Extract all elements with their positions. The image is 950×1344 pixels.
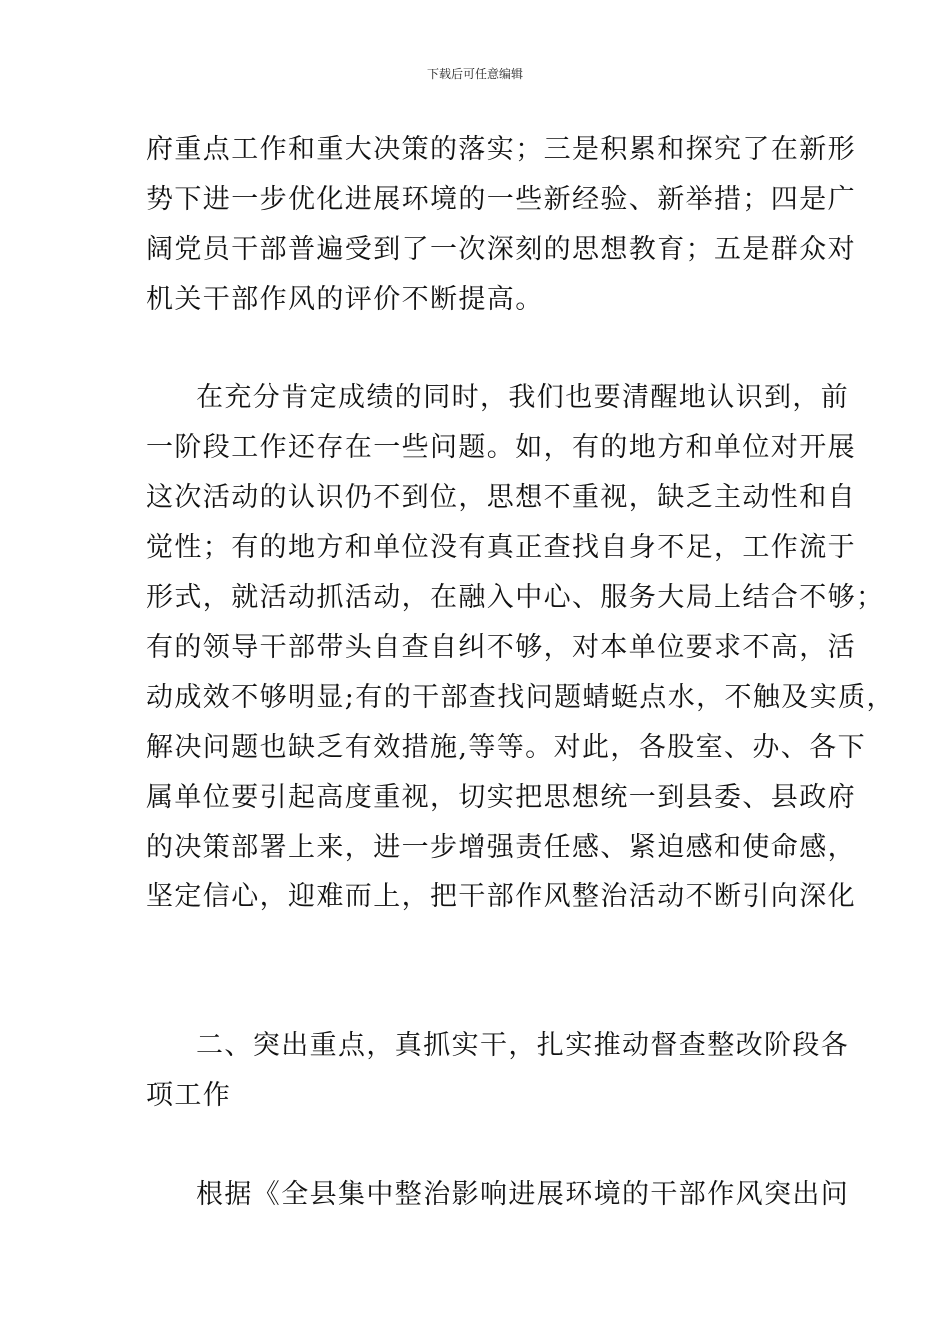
paragraph-2-line-4: 觉性；有的地方和单位没有真正查找自身不足，工作流于 (146, 532, 856, 563)
section-heading-line-1: 二、突出重点，真抓实干，扎实推动督查整改阶段各 (196, 1030, 850, 1061)
paragraph-2-line-6: 有的领导干部带头自查自纠不够，对本单位要求不高，活 (146, 632, 856, 663)
paragraph-2-line-7: 动成效不够明显;有的干部查找问题蜻蜓点水，不触及实质， (146, 682, 895, 713)
paragraph-2-line-11: 坚定信心，迎难而上，把干部作风整治活动不断引向深化 (146, 881, 856, 912)
paragraph-2-line-8: 解决问题也缺乏有效措施,等等。对此，各股室、办、各下 (146, 732, 866, 763)
paragraph-1-line-1: 府重点工作和重大决策的落实；三是积累和探究了在新形 (146, 134, 856, 165)
paragraph-2-line-3: 这次活动的认识仍不到位，思想不重视，缺乏主动性和自 (146, 482, 856, 513)
paragraph-4-line-1: 根据《全县集中整治影响进展环境的干部作风突出问 (196, 1179, 850, 1210)
paragraph-2-line-5: 形式，就活动抓活动，在融入中心、服务大局上结合不够； (146, 582, 885, 613)
paragraph-2-line-9: 属单位要引起高度重视，切实把思想统一到县委、县政府 (146, 782, 856, 813)
paragraph-1-line-4: 机关干部作风的评价不断提高。 (146, 284, 544, 315)
paragraph-1-line-2: 势下进一步优化进展环境的一些新经验、新举措；四是广 (146, 184, 856, 215)
paragraph-2-line-10: 的决策部署上来，进一步增强责任感、紧迫感和使命感， (146, 832, 856, 863)
page-header: 下载后可任意编辑 (426, 67, 523, 81)
paragraph-2-line-2: 一阶段工作还存在一些问题。如，有的地方和单位对开展 (146, 432, 856, 463)
paragraph-2-line-1: 在充分肯定成绩的同时，我们也要清醒地认识到，前 (196, 382, 850, 413)
paragraph-1-line-3: 阔党员干部普遍受到了一次深刻的思想教育；五是群众对 (146, 234, 856, 265)
section-heading-line-2: 项工作 (146, 1080, 232, 1111)
